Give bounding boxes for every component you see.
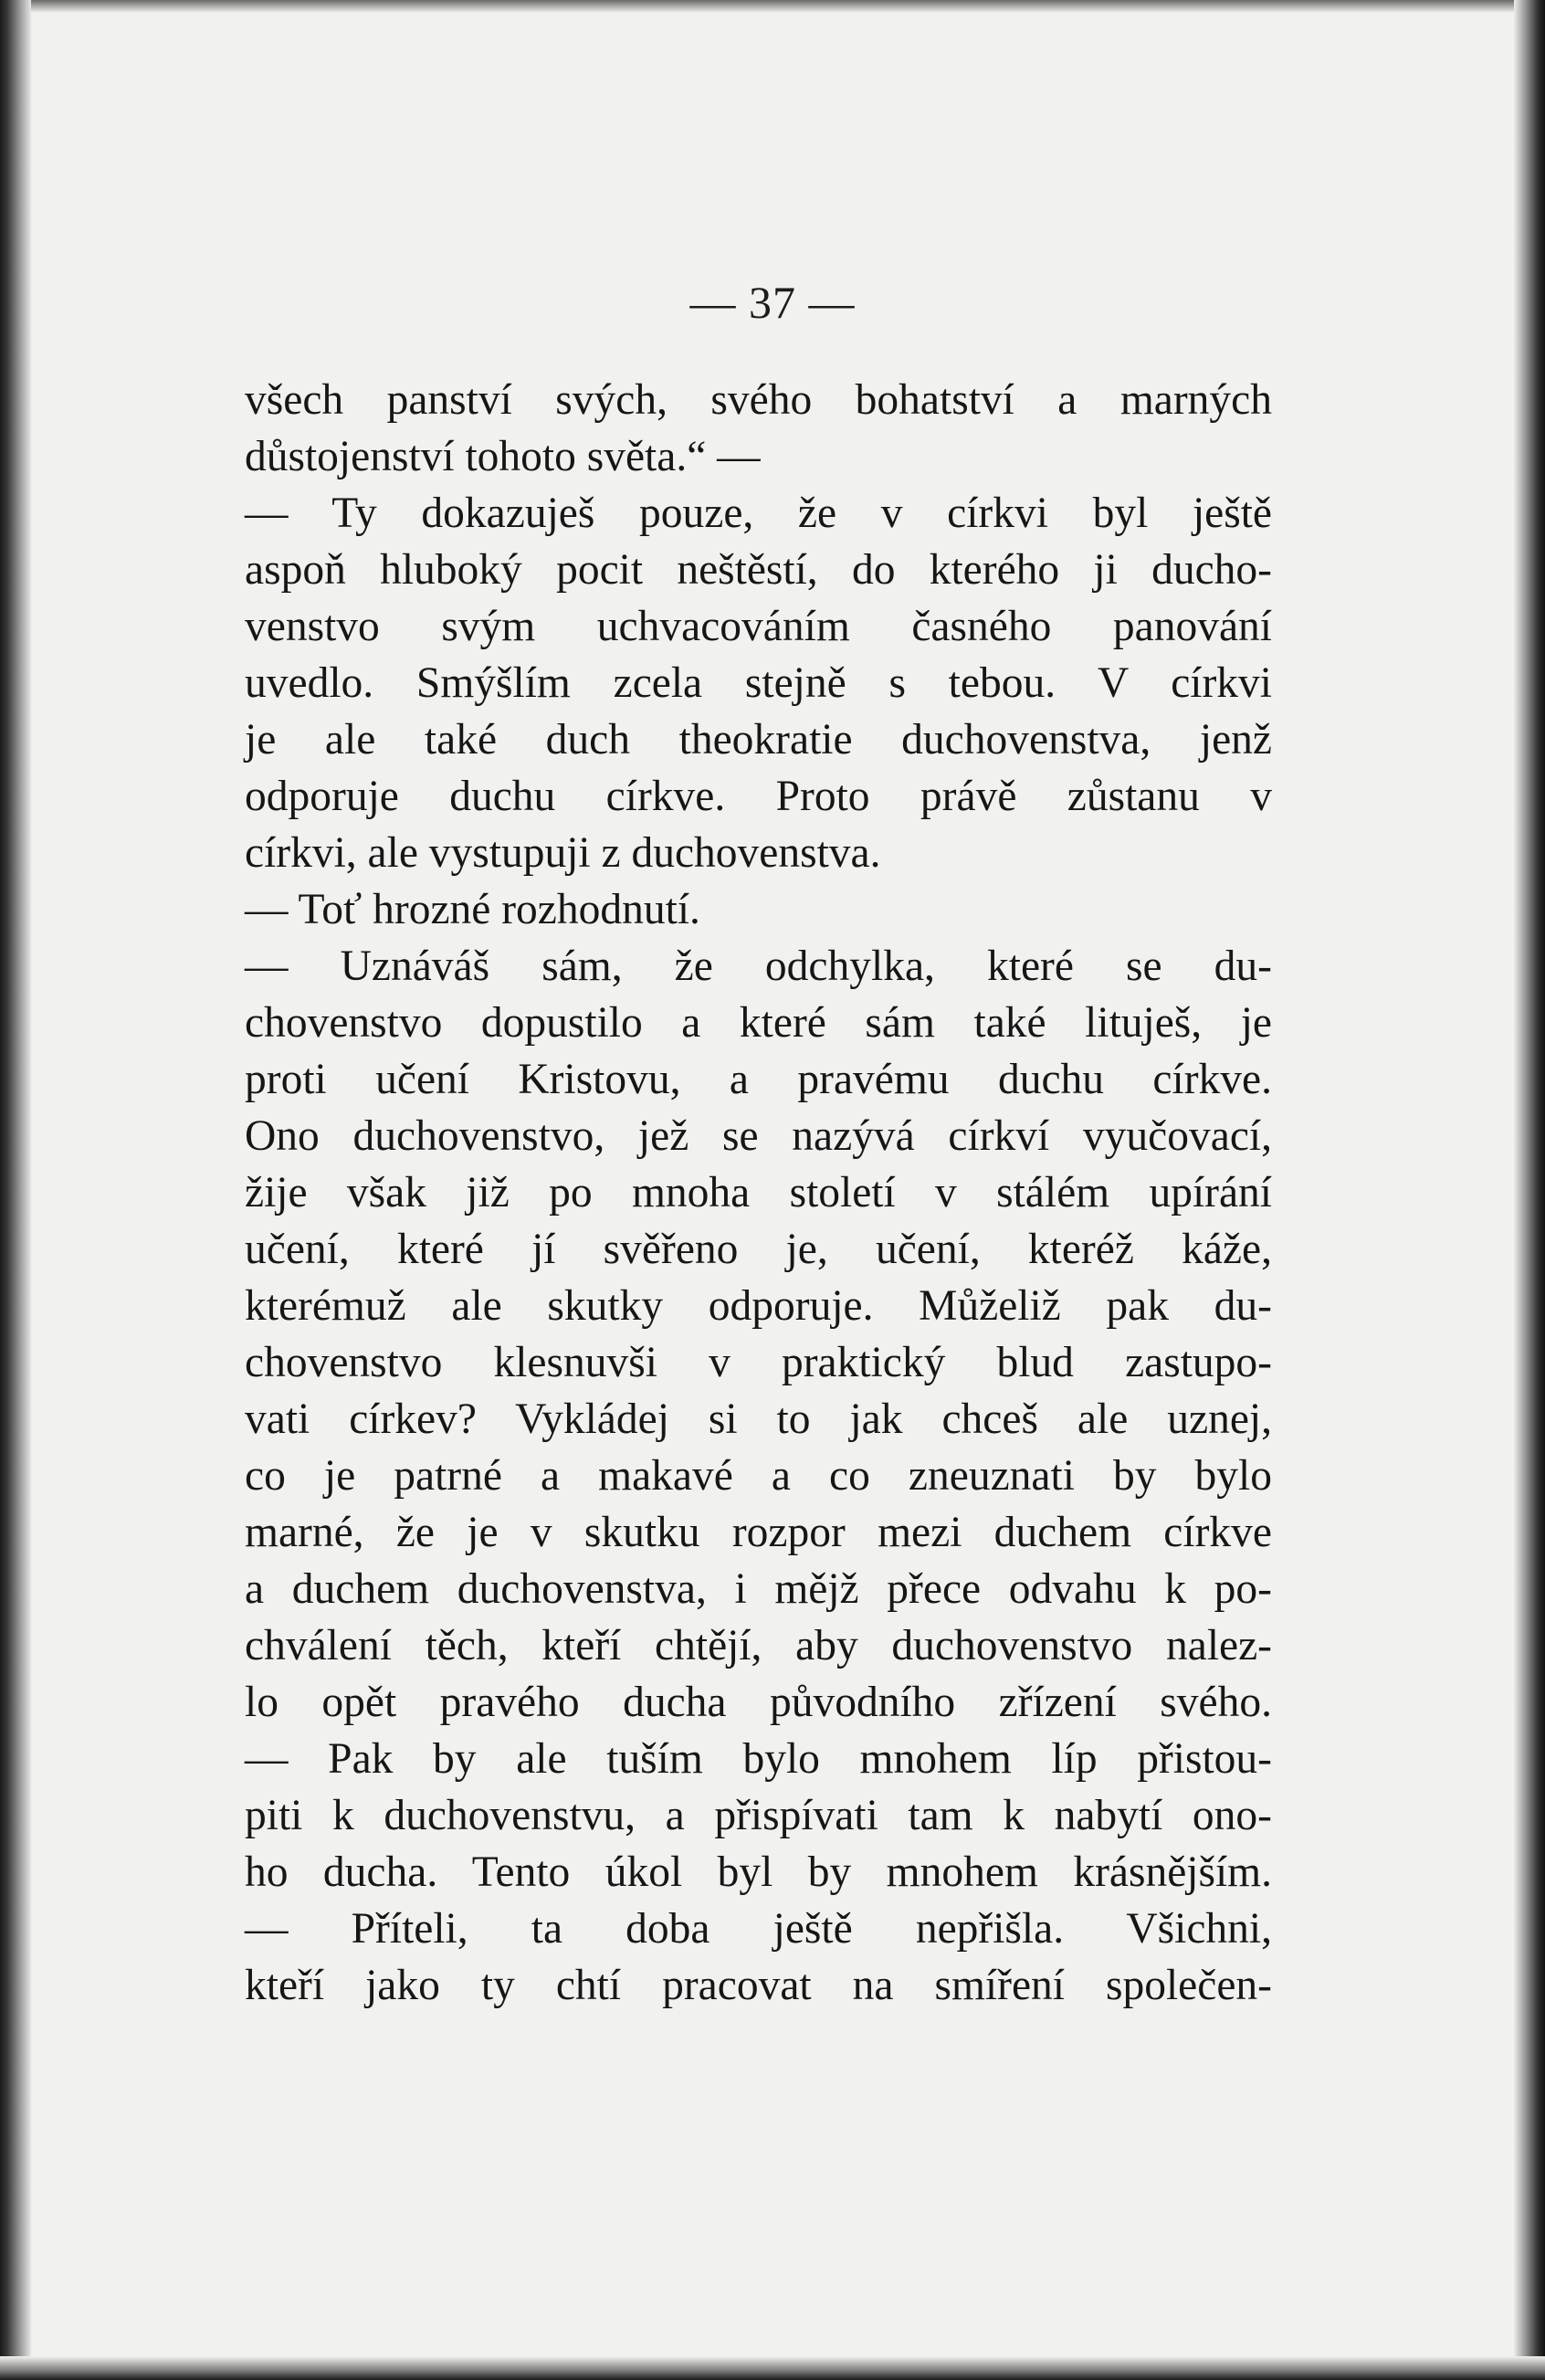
text-line: marné, že je v skutku rozpor mezi duchem církve	[245, 1509, 1272, 1556]
text-line: učení, které jí svěřeno je, učení, kteréž káže,	[245, 1226, 1272, 1273]
text-line: co je patrné a makavé a co zneuznati by bylo	[245, 1452, 1272, 1500]
page-left-edge-shadow	[0, 0, 31, 2380]
text-line: důstojenství tohoto světa.“ —	[245, 433, 761, 480]
text-line: kteří jako ty chtí pracovat na smíření společen-	[245, 1962, 1272, 2009]
text-line: odporuje duchu církve. Proto právě zůstanu v	[245, 773, 1272, 820]
page-number: — 37 —	[689, 277, 856, 328]
text-line: Ono duchovenstvo, jež se nazývá církví vyučovací,	[245, 1112, 1272, 1160]
text-line: chovenstvo klesnuvši v praktický blud zastupo-	[245, 1339, 1272, 1386]
text-line: — Pak by ale tuším bylo mnohem líp přistou-	[245, 1735, 1272, 1783]
text-line: chválení těch, kteří chtějí, aby duchovenstvo nalez-	[245, 1622, 1272, 1669]
text-line: — Uznáváš sám, že odchylka, které se du-	[245, 943, 1272, 990]
text-line: kterémuž ale skutky odporuje. Můželiž pak du-	[245, 1282, 1272, 1330]
text-line: proti učení Kristovu, a pravému duchu církve.	[245, 1056, 1272, 1103]
text-line: — Toť hrozné rozhodnutí.	[245, 886, 700, 933]
text-line: piti k duchovenstvu, a přispívati tam k nabytí ono-	[245, 1792, 1272, 1839]
page-top-edge-shadow	[0, 0, 1545, 13]
text-line: církvi, ale vystupuji z duchovenstva.	[245, 829, 881, 877]
text-line: všech panství svých, svého bohatství a marných	[245, 376, 1272, 424]
text-line: venstvo svým uchvacováním časného panování	[245, 603, 1272, 650]
text-line: lo opět pravého ducha původního zřízení svého.	[245, 1679, 1272, 1726]
text-line: a duchem duchovenstva, i mějž přece odvahu k po-	[245, 1565, 1272, 1613]
page-bottom-edge-shadow	[0, 2356, 1545, 2380]
text-line: uvedlo. Smýšlím zcela stejně s tebou. V církvi	[245, 659, 1272, 707]
text-line: — Ty dokazuješ pouze, že v církvi byl ještě	[245, 490, 1272, 537]
page-right-edge-shadow	[1514, 0, 1545, 2380]
text-line: ho ducha. Tento úkol byl by mnohem krásnějším.	[245, 1848, 1272, 1896]
body-text	[245, 372, 1272, 2014]
text-line: vati církev? Vykládej si to jak chceš ale uznej,	[245, 1395, 1272, 1443]
text-line: chovenstvo dopustilo a které sám také lituješ, je	[245, 999, 1272, 1047]
text-line: — Příteli, ta doba ještě nepřišla. Všichni,	[245, 1905, 1272, 1953]
text-line: je ale také duch theokratie duchovenstva, jenž	[245, 716, 1272, 763]
text-line: žije však již po mnoha století v stálém upírání	[245, 1169, 1272, 1216]
text-line: aspoň hluboký pocit neštěstí, do kterého ji ducho-	[245, 546, 1272, 594]
